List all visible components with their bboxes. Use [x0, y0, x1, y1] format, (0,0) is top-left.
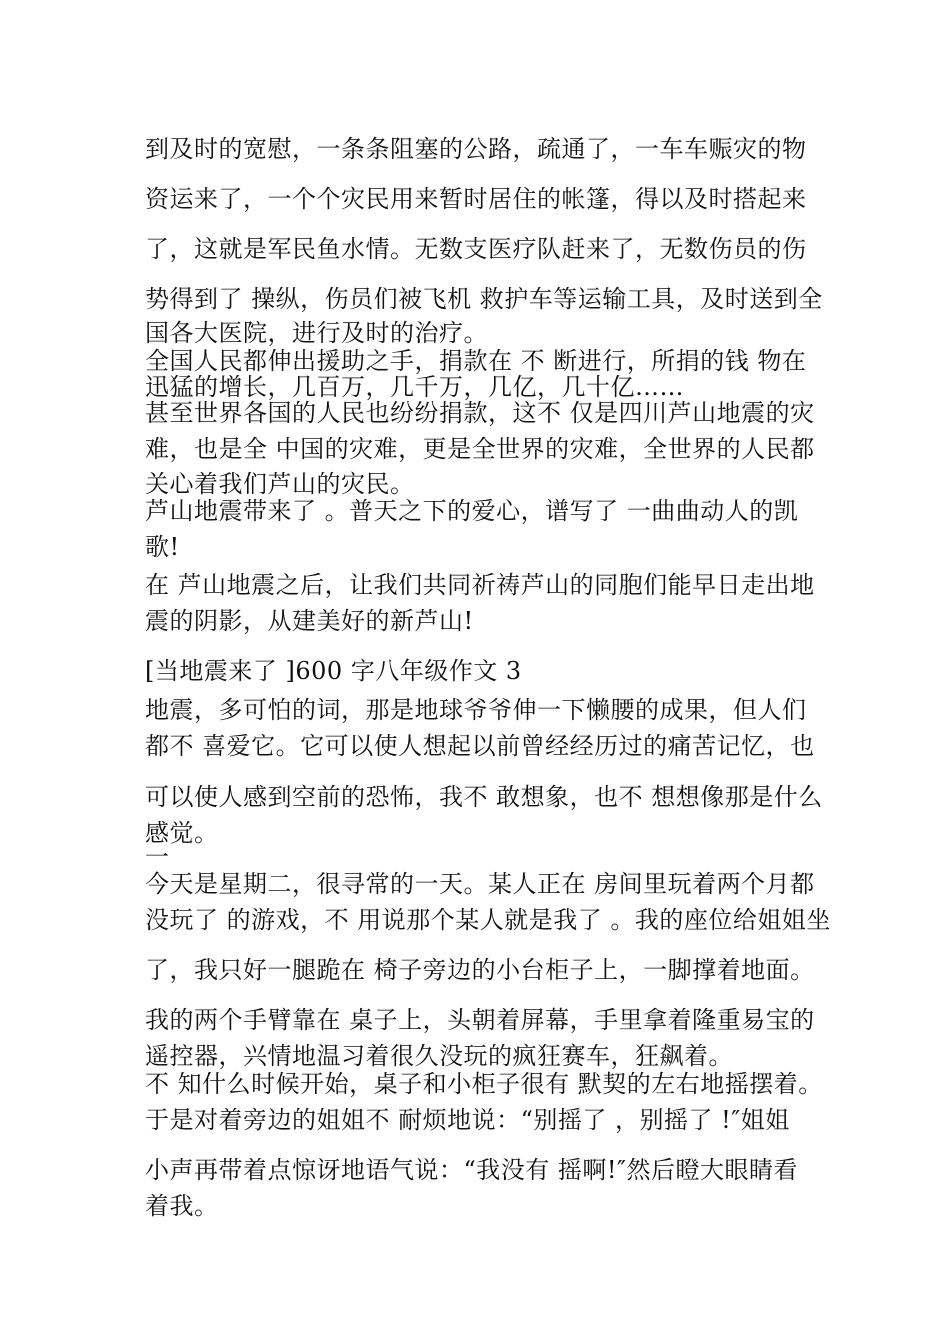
text-line: 全国人民都伸出援助之手，捐款在 不 断进行，所捐的钱 物在	[145, 347, 807, 375]
text-line: 甚至世界各国的人民也纷纷捐款，这不 仅是四川芦山地震的灾	[145, 399, 815, 427]
text-line: 没玩了 的游戏，不 用说那个某人就是我了 。我的座位给姐姐坐	[145, 906, 831, 934]
text-line: 不 知什么时候开始，桌子和小柜子很有 默契的左右地摇摆着。	[145, 1070, 823, 1098]
text-line: 都不 喜爱它。它可以使人想起以前曾经经历过的痛苦记忆，也	[145, 732, 815, 760]
text-line: 在 芦山地震之后，让我们共同祈祷芦山的同胞们能早日走出地	[145, 571, 815, 599]
text-line: 歌!	[145, 533, 180, 561]
text-line: 遥控器，兴情地温习着很久没玩的疯狂赛车，狂飙着。	[145, 1042, 733, 1070]
text-line: 势得到了 操纵，伤员们被飞机 救护车等运输工具，及时送到全	[145, 285, 823, 313]
text-line: 资运来了，一个个灾民用来暂时居住的帐篷，得以及时搭起来	[145, 185, 807, 213]
text-line: 迅猛的增长，几百万，几千万，几亿，几十亿……	[145, 373, 684, 401]
text-line: 小声再带着点惊讶地语气说：“我没有 摇啊!″然后瞪大眼睛看	[145, 1156, 799, 1184]
text-line: 难，也是全 中国的灾难，更是全世界的灾难，全世界的人民都	[145, 435, 815, 463]
text-line: 芦山地震带来了 。普天之下的爱心，谱写了 一曲曲动人的凯	[145, 497, 799, 525]
text-line: 今天是星期二，很寻常的一天。某人正在 房间里玩着两个月都	[145, 870, 815, 898]
text-line: 国各大医院，进行及时的治疗。	[145, 319, 488, 347]
text-line: 我的两个手臂靠在 桌子上，头朝着屏幕，手里拿着隆重易宝的	[145, 1006, 815, 1034]
section-heading: [当地震来了 ]600 字八年级作文 3	[145, 657, 522, 685]
text-line: 了，我只好一腿跪在 椅子旁边的小台柜子上，一脚撑着地面。	[145, 956, 815, 984]
text-line: 了，这就是军民鱼水情。无数支医疗队赶来了，无数伤员的伤	[145, 235, 807, 263]
text-line: 一	[145, 843, 170, 871]
text-line: 于是对着旁边的姐姐不 耐烦地说：“别摇了 ，别摇了 !″姐姐	[145, 1106, 790, 1134]
text-line: 感觉。	[145, 819, 219, 847]
text-line: 地震，多可怕的词，那是地球爷爷伸一下懒腰的成果，但人们	[145, 696, 807, 724]
text-line: 到及时的宽慰，一条条阻塞的公路，疏通了，一车车赈灾的物	[145, 135, 807, 163]
text-line: 关心着我们芦山的灾民。	[145, 470, 415, 498]
text-line: 可以使人感到空前的恐怖，我不 敢想象，也不 想想像那是什么	[145, 783, 823, 811]
text-line: 震的阴影，从建美好的新芦山!	[145, 607, 474, 635]
text-line: 着我。	[145, 1192, 219, 1220]
